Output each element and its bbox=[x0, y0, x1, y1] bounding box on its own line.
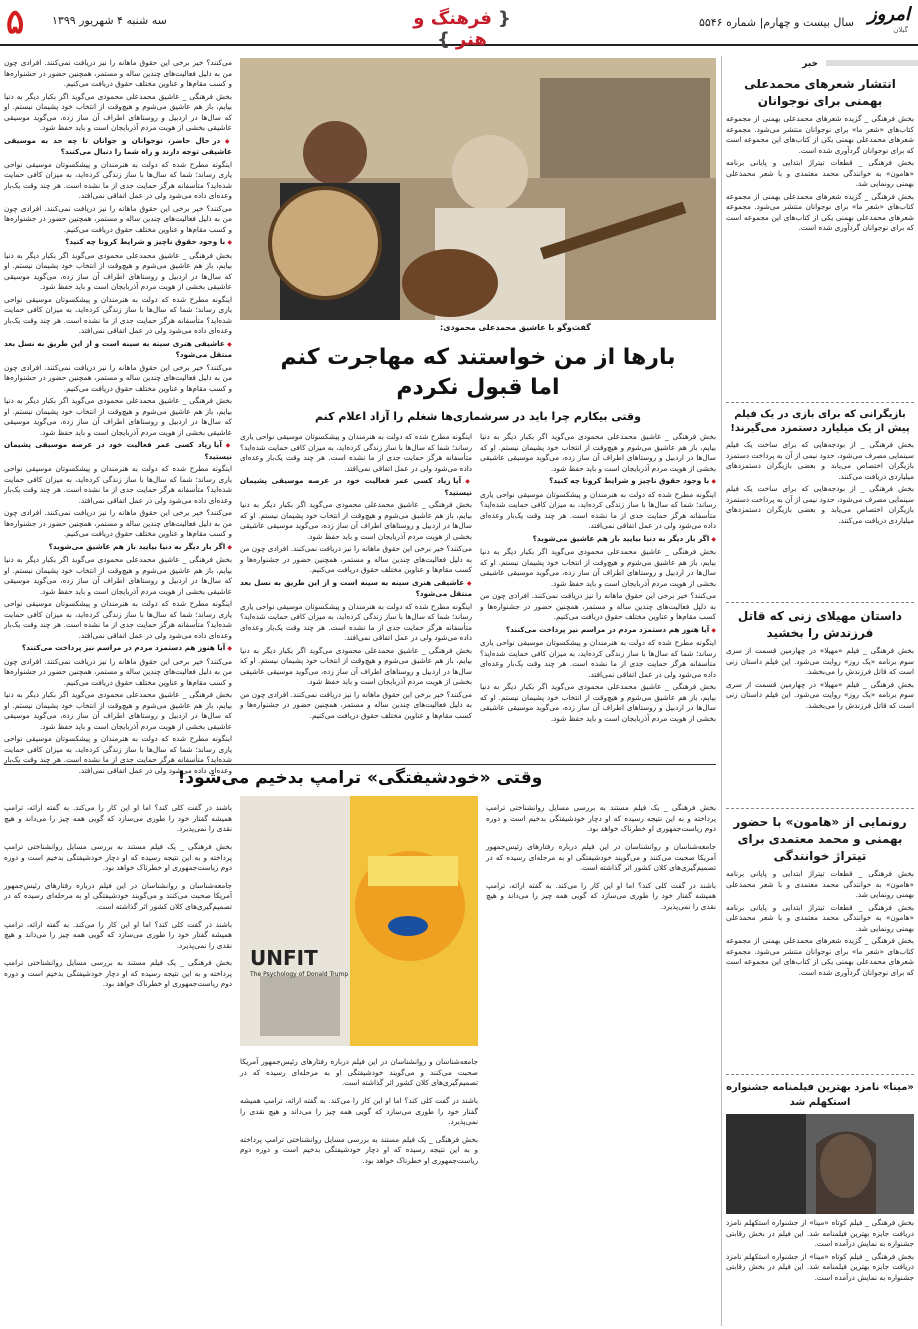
news-item-title: بازیگرانی که برای بازی در یک فیلم پیش از یک میلیارد دستمزد می‌گیرند! bbox=[730, 409, 910, 434]
news-item[interactable] bbox=[726, 76, 914, 396]
news-item-paragraph: بخش فرهنگی _ گزیده شعرهای محمدعلی بهمنی از مجموعه کتاب‌های «شعر ما» برای نوجوانان منتشر می‌شود. مجموعه شعرهای محمدعلی بهمنی یکی از کتاب‌های این مجموعه است که برای نوجوانان گردآوری شده است. bbox=[726, 936, 914, 977]
article-paragraph: بخش فرهنگی _ عاشیق محمدعلی محمودی می‌گوید اگر بکبار دیگر به دنیا بیایم، باز هم عاشیق می‌شوم و هیچ‌وقت از انتخاب خود پشیمان نیستم. او که سال‌ها در اردبیل و روستاهای اطراف آن ساز زده، می‌گوید موسیقی عاشیقی بخشی از هویت مردم آذربایجان است و باید حفظ شود. bbox=[4, 91, 232, 132]
article-paragraph: بخش فرهنگی _ عاشیق محمدعلی محمودی می‌گوید اگر بکبار دیگر به دنیا بیایم، باز هم عاشیق می‌شوم و هیچ‌وقت از انتخاب خود پشیمان نیستم. او که سال‌ها در اردبیل و روستاهای اطراف آن ساز زده، می‌گوید موسیقی عاشیقی بخشی از هویت مردم آذربایجان است و باید حفظ شود. bbox=[240, 645, 472, 686]
article-paragraph: اینگونه مطرح شده که دولت به هنرمندان و پیشکسوتان موسیقی نواحی یاری رساند؛ شما که سال‌ها با ساز زندگی کرده‌اید، به میزان کافی حمایت شده‌اید؟ متأسفانه هرگز حمایت جدی از ما نشده است. هر چند وقت یک‌بار وعده‌ای داده می‌شود ولی در عمل اتفاقی نمی‌افتد. bbox=[4, 734, 232, 775]
footer-column-1 bbox=[486, 796, 716, 1324]
news-item[interactable] bbox=[726, 408, 914, 598]
article-paragraph: اینگونه مطرح شده که دولت به هنرمندان و پیشکسوتان موسیقی نواحی یاری رساند؛ شما که سال‌ها با ساز زندگی کرده‌اید، به میزان کافی حمایت شده‌اید؟ متأسفانه هرگز حمایت جدی از ما نشده است. هر چند وقت یک‌بار وعده‌ای داده می‌شود ولی در عمل اتفاقی نمی‌افتد. bbox=[240, 432, 472, 473]
news-item-paragraph: بخش فرهنگی _ فیلم «مهیلا» در چهارمین قسمت از سری سوم برنامه «یک روز» روایت می‌شود. این فیلم داستان زنی است که قاتل فرزندش را می‌بخشد. bbox=[726, 679, 914, 710]
news-item-body bbox=[726, 646, 914, 806]
news-item-paragraph: بخش فرهنگی _ فیلم «مهیلا» در چهارمین قسمت از سری سوم برنامه «یک روز» روایت می‌شود. این فیلم داستان زنی است که قاتل فرزندش را می‌بخشد. bbox=[726, 646, 914, 676]
trump-caricature-icon bbox=[240, 796, 478, 1046]
main-headline-line2: اما قبول نکردم bbox=[396, 375, 560, 400]
main-subhead: وقتی بیکارم چرا باید در سرشماری‌ها شغلم را آزاد اعلام کنم bbox=[315, 410, 641, 423]
footer-divider bbox=[4, 764, 716, 765]
article-paragraph: بخش فرهنگی _ عاشیق محمدعلی محمودی می‌گوید اگر بکبار دیگر به دنیا بیایم، باز هم عاشیق می‌شوم و هیچ‌وقت از انتخاب خود پشیمان نیستم. او که سال‌ها در اردبیل و روستاهای اطراف آن ساز زده، می‌گوید موسیقی عاشیقی بخشی از هویت مردم آذربایجان است و باید حفظ شود. bbox=[480, 432, 716, 473]
article-paragraph: می‌کنند؟ خیر برخی این حقوق ماهانه را نیز دریافت نمی‌کنند. افرادی چون من به دلیل فعالیت‌های چندین ساله و مستمر، همچنین حضور در جشنواره‌ها و کسب مقام‌ها و عناوین مختلف حقوق دریافت می‌کنیم. bbox=[4, 58, 232, 88]
woman-in-car-image-icon bbox=[726, 1114, 914, 1214]
article-paragraph: بخش فرهنگی _ عاشیق محمدعلی محمودی می‌گوید اگر بکبار دیگر به دنیا بیایم، باز هم عاشیق می‌شوم و هیچ‌وقت از انتخاب خود پشیمان نیستم. او که سال‌ها در اردبیل و روستاهای اطراف آن ساز زده، می‌گوید موسیقی عاشیقی بخشی از هویت مردم آذربایجان است و باید حفظ شود. bbox=[240, 500, 472, 541]
section-title: { فرهنگ و هنر } bbox=[392, 8, 532, 50]
footer-headline: وقتی «خودشیفتگی» ترامپ بدخیم می‌شود! bbox=[177, 768, 543, 788]
article-column-2 bbox=[240, 432, 472, 757]
article-paragraph: اینگونه مطرح شده که دولت به هنرمندان و پیشکسوتان موسیقی نواحی یاری رساند؛ شما که سال‌ها با ساز زندگی کرده‌اید، به میزان کافی حمایت شده‌اید؟ متأسفانه هرگز حمایت جدی از ما نشده است. هر چند وقت یک‌بار وعده‌ای داده می‌شود ولی در عمل اتفاقی نمی‌افتد. bbox=[4, 599, 232, 640]
article-paragraph: اینگونه مطرح شده که دولت به هنرمندان و پیشکسوتان موسیقی نواحی یاری رساند؛ شما که سال‌ها با ساز زندگی کرده‌اید، به میزان کافی حمایت شده‌اید؟ متأسفانه هرگز حمایت جدی از ما نشده است. هر چند وقت یک‌بار وعده‌ای داده می‌شود ولی در عمل اتفاقی نمی‌افتد. bbox=[480, 489, 716, 530]
unfit-poster bbox=[240, 796, 478, 1046]
sidebar-label: خبر bbox=[802, 59, 818, 69]
news-item-title: رونمایی از «هامون» با حضور بهمنی و محمد معتمدی برای تیتراژ خوانندگی bbox=[733, 815, 907, 863]
footer-paragraph: باشند در گفت کلی کند؟ اما او این کار را می‌کند. به گفته ارائه، ترامپ همیشه گفتار خود را طوری می‌سازد که گویی همه چیز را می‌داند و هیچ نقدی را نمی‌پذیرد. bbox=[4, 919, 232, 950]
news-item-body bbox=[726, 440, 914, 595]
interview-photo bbox=[240, 58, 716, 320]
article-paragraph: اینگونه مطرح شده که دولت به هنرمندان و پیشکسوتان موسیقی نواحی یاری رساند؛ شما که سال‌ها با ساز زندگی کرده‌اید، به میزان کافی حمایت شده‌اید؟ متأسفانه هرگز حمایت جدی از ما نشده است. هر چند وقت یک‌بار وعده‌ای داده می‌شود ولی در عمل اتفاقی نمی‌افتد. bbox=[4, 159, 232, 200]
mina-film-photo bbox=[726, 1114, 914, 1214]
question-heading: ◆ با وجود حقوق ناچیز و شرایط کرونا چه کنید؟ bbox=[4, 237, 232, 249]
news-item-title: «مینا» نامزد بهترین فیلمنامه جشنواره استکهلم شد bbox=[726, 1082, 914, 1108]
musicians-image-icon bbox=[240, 58, 716, 320]
news-item-body bbox=[726, 869, 914, 1084]
question-heading: ◆ عاشیقی هنری سینه به سینه است و از این طریق به نسل بعد منتقل می‌شود؟ bbox=[4, 339, 232, 361]
article-paragraph: بخش فرهنگی _ عاشیق محمدعلی محمودی می‌گوید اگر بکبار دیگر به دنیا بیایم، باز هم عاشیق می‌شوم و هیچ‌وقت از انتخاب خود پشیمان نیستم. او که سال‌ها در اردبیل و روستاهای اطراف آن ساز زده، می‌گوید موسیقی عاشیقی بخشی از هویت مردم آذربایجان است و باید حفظ شود. bbox=[4, 690, 232, 731]
photo-caption: گفت‌وگو با عاشیق محمدعلی محمودی: bbox=[440, 323, 591, 332]
news-item-paragraph: بخش فرهنگی _ گزیده شعرهای محمدعلی بهمنی از مجموعه کتاب‌های «شعر ما» برای نوجوانان منتشر می‌شود. مجموعه شعرهای محمدعلی بهمنی یکی از کتاب‌های این مجموعه است که برای نوجوانان گردآوری شده است. bbox=[726, 191, 914, 232]
news-item-paragraph: بخش فرهنگی _ فیلم کوتاه «مینا» از جشنواره استکهلم نامزد دریافت جایزه بهترین فیلمنامه شد. این فیلم در بخش رقابتی جشنواره به نمایش درآمده است. bbox=[726, 1251, 914, 1282]
footer-paragraph: جامعه‌شناسان و روانشناسان در این فیلم درباره رفتارهای رئیس‌جمهور آمریکا صحبت می‌کنند و می‌گویند خودشیفتگی او به مرحله‌ای رسیده که در تصمیم‌گیری‌های کلان کشور اثر گذاشته است. bbox=[486, 842, 716, 873]
article-paragraph: اینگونه مطرح شده که دولت به هنرمندان و پیشکسوتان موسیقی نواحی یاری رساند؛ شما که سال‌ها با ساز زندگی کرده‌اید، به میزان کافی حمایت شده‌اید؟ متأسفانه هرگز حمایت جدی از ما نشده است. هر چند وقت یک‌بار وعده‌ای داده می‌شود ولی در عمل اتفاقی نمی‌افتد. bbox=[240, 601, 472, 642]
article-paragraph: اینگونه مطرح شده که دولت به هنرمندان و پیشکسوتان موسیقی نواحی یاری رساند؛ شما که سال‌ها با ساز زندگی کرده‌اید، به میزان کافی حمایت شده‌اید؟ متأسفانه هرگز حمایت جدی از ما نشده است. هر چند وقت یک‌بار وعده‌ای داده می‌شود ولی در عمل اتفاقی نمی‌افتد. bbox=[4, 294, 232, 335]
question-heading: ◆ اگر بار دیگر به دنیا بیایید باز هم عاشیق می‌شوید؟ bbox=[480, 534, 716, 546]
news-sidebar bbox=[721, 56, 918, 1326]
question-heading: ◆ عاشیقی هنری سینه به سینه است و از این طریق به نسل بعد منتقل می‌شود؟ bbox=[240, 578, 472, 600]
article-paragraph: می‌کنند؟ خیر برخی این حقوق ماهانه را نیز دریافت نمی‌کنند. افرادی چون من به دلیل فعالیت‌های چندین ساله و مستمر، همچنین حضور در جشنواره‌ها و کسب مقام‌ها و عناوین مختلف حقوق دریافت می‌کنیم. bbox=[4, 508, 232, 538]
article-paragraph: اینگونه مطرح شده که دولت به هنرمندان و پیشکسوتان موسیقی نواحی یاری رساند؛ شما که سال‌ها با ساز زندگی کرده‌اید، به میزان کافی حمایت شده‌اید؟ متأسفانه هرگز حمایت جدی از ما نشده است. هر چند وقت یک‌بار وعده‌ای داده می‌شود ولی در عمل اتفاقی نمی‌افتد. bbox=[480, 638, 716, 679]
question-heading: ◆ اگر بار دیگر به دنیا بیایید باز هم عاشیق می‌شوید؟ bbox=[4, 542, 232, 554]
question-heading: ◆ آیا هنوز هم دستمزد مردم در مراسم نیز پرداخت می‌کنند؟ bbox=[480, 625, 716, 637]
article-paragraph: بخش فرهنگی _ عاشیق محمدعلی محمودی می‌گوید اگر بکبار دیگر به دنیا بیایم، باز هم عاشیق می‌شوم و هیچ‌وقت از انتخاب خود پشیمان نیستم. او که سال‌ها در اردبیل و روستاهای اطراف آن ساز زده، می‌گوید موسیقی عاشیقی بخشی از هویت مردم آذربایجان است و باید حفظ شود. bbox=[4, 555, 232, 596]
article-paragraph: می‌کنند؟ خیر برخی این حقوق ماهانه را نیز دریافت نمی‌کنند. افرادی چون من به دلیل فعالیت‌های چندین ساله و مستمر، همچنین حضور در جشنواره‌ها و کسب مقام‌ها و عناوین مختلف حقوق دریافت می‌کنیم. bbox=[480, 591, 716, 621]
news-item-title: انتشار شعرهای محمدعلی بهمنی برای نوجوانان bbox=[744, 77, 896, 108]
question-heading: ◆ آیا هنوز هم دستمزد مردم در مراسم نیز پرداخت می‌کنند؟ bbox=[4, 643, 232, 655]
news-item-body bbox=[726, 1218, 914, 1318]
issue-info: سال بیست و چهارم| شماره ۵۵۴۶ bbox=[698, 16, 854, 29]
news-item[interactable] bbox=[726, 1080, 914, 1324]
footer-column-2 bbox=[240, 1050, 478, 1324]
footer-paragraph: بخش فرهنگی _ یک فیلم مستند به بررسی مسایل روانشناختی ترامپ پرداخته و به این نتیجه رسیده که او دچار خودشیفتگی بدخیم است و دوره دوم ریاست‌جمهوری او خطرناک خواهد بود. bbox=[486, 803, 716, 834]
footer-paragraph: جامعه‌شناسان و روانشناسان در این فیلم درباره رفتارهای رئیس‌جمهور آمریکا صحبت می‌کنند و می‌گویند خودشیفتگی او به مرحله‌ای رسیده که در تصمیم‌گیری‌های کلان کشور اثر گذاشته است. bbox=[4, 880, 232, 911]
footer-paragraph: باشند در گفت کلی کند؟ اما او این کار را می‌کند. به گفته ارائه، ترامپ همیشه گفتار خود را طوری می‌سازد که گویی همه چیز را می‌داند و هیچ نقدی را نمی‌پذیرد. bbox=[4, 803, 232, 834]
article-paragraph: می‌کنند؟ خیر برخی این حقوق ماهانه را نیز دریافت نمی‌کنند. افرادی چون من به دلیل فعالیت‌های چندین ساله و مستمر، همچنین حضور در جشنواره‌ها و کسب مقام‌ها و عناوین مختلف حقوق دریافت می‌کنیم. bbox=[4, 203, 232, 234]
footer-paragraph: جامعه‌شناسان و روانشناسان در این فیلم درباره رفتارهای رئیس‌جمهور آمریکا صحبت می‌کنند و می‌گویند خودشیفتگی او به مرحله‌ای رسیده که در تصمیم‌گیری‌های کلان کشور اثر گذاشته است. bbox=[240, 1057, 478, 1088]
article-column-3 bbox=[4, 58, 232, 775]
footer-paragraph: بخش فرهنگی _ یک فیلم مستند به بررسی مسایل روانشناختی ترامپ پرداخته و به این نتیجه رسیده که او دچار خودشیفتگی بدخیم است و دوره دوم ریاست‌جمهوری او خطرناک خواهد بود. bbox=[4, 958, 232, 989]
question-heading: ◆ آیا زیاد کسی عمر فعالیت خود در عرصه موسیقی پشیمان نیستید؟ bbox=[4, 440, 232, 462]
news-item-body bbox=[726, 114, 914, 399]
page-header bbox=[0, 0, 918, 50]
news-item[interactable] bbox=[726, 608, 914, 808]
question-heading: ◆ با وجود حقوق ناچیز و شرایط کرونا چه کنید؟ bbox=[480, 476, 716, 488]
news-item-paragraph: بخش فرهنگی _ قطعات تیتراژ ابتدایی و پایانی برنامه «هامون» به خوانندگی محمد معتمدی و با شعر محمدعلی بهمنی رونمایی شد. bbox=[726, 869, 914, 899]
article-paragraph: می‌کنند؟ خیر برخی این حقوق ماهانه را نیز دریافت نمی‌کنند. افرادی چون من به دلیل فعالیت‌های چندین ساله و مستمر، همچنین حضور در جشنواره‌ها و کسب مقام‌ها و عناوین مختلف حقوق دریافت می‌کنیم. bbox=[4, 362, 232, 393]
news-item-paragraph: بخش فرهنگی _ از بودجه‌هایی که برای ساخت یک فیلم سینمایی مصرف می‌شود، حدود نیمی از آن به پرداخت دستمزد بازیگران اختصاص می‌یابد و بعضی بازیگران دستمزدهای میلیاردی دریافت می‌کنند. bbox=[726, 440, 914, 481]
article-paragraph: می‌کنند؟ خیر برخی این حقوق ماهانه را نیز دریافت نمی‌کنند. افرادی چون من به دلیل فعالیت‌های چندین ساله و مستمر، همچنین حضور در جشنواره‌ها و کسب مقام‌ها و عناوین مختلف حقوق دریافت می‌کنیم. bbox=[4, 656, 232, 687]
article-paragraph: بخش فرهنگی _ عاشیق محمدعلی محمودی می‌گوید اگر بکبار دیگر به دنیا بیایم، باز هم عاشیق می‌شوم و هیچ‌وقت از انتخاب خود پشیمان نیستم. او که سال‌ها در اردبیل و روستاهای اطراف آن ساز زده، می‌گوید موسیقی عاشیقی بخشی از هویت مردم آذربایجان است و باید حفظ شود. bbox=[480, 682, 716, 723]
news-item-paragraph: بخش فرهنگی _ از بودجه‌هایی که برای ساخت یک فیلم سینمایی مصرف می‌شود، حدود نیمی از آن به پرداخت دستمزد بازیگران اختصاص می‌یابد و بعضی بازیگران دستمزدهای میلیاردی دریافت می‌کنند. bbox=[726, 484, 914, 525]
footer-paragraph: بخش فرهنگی _ یک فیلم مستند به بررسی مسایل روانشناختی ترامپ پرداخته و به این نتیجه رسیده که او دچار خودشیفتگی بدخیم است و دوره دوم ریاست‌جمهوری او خطرناک خواهد بود. bbox=[240, 1134, 478, 1165]
footer-paragraph: باشند در گفت کلی کند؟ اما او این کار را می‌کند. به گفته ارائه، ترامپ همیشه گفتار خود را طوری می‌سازد که گویی همه چیز را می‌داند و هیچ نقدی را نمی‌پذیرد. bbox=[486, 880, 716, 911]
news-item[interactable] bbox=[726, 814, 914, 1074]
news-item-title: داستان مهیلای زنی که قاتل فرزندش را بخشید bbox=[737, 609, 903, 640]
sidebar-label-bar bbox=[826, 60, 918, 66]
main-headline-line1: بارها از من خواستند که مهاجرت کنم bbox=[280, 345, 676, 370]
article-paragraph: می‌کنند؟ خیر برخی این حقوق ماهانه را نیز دریافت نمی‌کنند. افرادی چون من به دلیل فعالیت‌های چندین ساله و مستمر، همچنین حضور در جشنواره‌ها و کسب مقام‌ها و عناوین مختلف حقوق دریافت می‌کنیم. bbox=[240, 689, 472, 720]
question-heading: ◆ آیا زیاد کسی عمر فعالیت خود در عرصه موسیقی پشیمان نیستید؟ bbox=[240, 476, 472, 498]
news-item-paragraph: بخش فرهنگی _ فیلم کوتاه «مینا» از جشنواره استکهلم نامزد دریافت جایزه بهترین فیلمنامه شد. این فیلم در بخش رقابتی جشنواره به نمایش درآمده است. bbox=[726, 1218, 914, 1248]
article-column-1 bbox=[480, 432, 716, 757]
newspaper-logo-sub: گیلان bbox=[893, 26, 908, 34]
issue-date: سه شنبه ۴ شهریور ۱۳۹۹ bbox=[52, 14, 167, 27]
footer-column-3 bbox=[4, 796, 232, 1324]
sidebar-divider bbox=[726, 1074, 914, 1075]
news-item-paragraph: بخش فرهنگی _ گزیده شعرهای محمدعلی بهمنی از مجموعه کتاب‌های «شعر ما» برای نوجوانان منتشر می‌شود. مجموعه شعرهای محمدعلی بهمنی یکی از کتاب‌های این مجموعه است که برای نوجوانان گردآوری شده است. bbox=[726, 114, 914, 155]
news-item-paragraph: بخش فرهنگی _ قطعات تیتراژ ابتدایی و پایانی برنامه «هامون» به خوانندگی محمد معتمدی و با شعر محمدعلی بهمنی رونمایی شد. bbox=[726, 902, 914, 933]
newspaper-logo: امروز bbox=[868, 4, 910, 25]
sidebar-divider bbox=[726, 402, 914, 403]
footer-paragraph: بخش فرهنگی _ یک فیلم مستند به بررسی مسایل روانشناختی ترامپ پرداخته و به این نتیجه رسیده که او دچار خودشیفتگی بدخیم است و دوره دوم ریاست‌جمهوری او خطرناک خواهد بود. bbox=[4, 842, 232, 873]
poster-title: UNFIT bbox=[250, 946, 318, 970]
sidebar-divider bbox=[726, 808, 914, 809]
news-item-paragraph: بخش فرهنگی _ قطعات تیتراژ ابتدایی و پایانی برنامه «هامون» به خوانندگی محمد معتمدی و با شعر محمدعلی بهمنی رونمایی شد. bbox=[726, 158, 914, 188]
page-number: ۵ bbox=[6, 2, 25, 42]
poster-subtitle: The Psychology of Donald Trump bbox=[250, 971, 349, 978]
article-paragraph: بخش فرهنگی _ عاشیق محمدعلی محمودی می‌گوید اگر بکبار دیگر به دنیا بیایم، باز هم عاشیق می‌شوم و هیچ‌وقت از انتخاب خود پشیمان نیستم. او که سال‌ها در اردبیل و روستاهای اطراف آن ساز زده، می‌گوید موسیقی عاشیقی بخشی از هویت مردم آذربایجان است و باید حفظ شود. bbox=[480, 547, 716, 588]
article-paragraph: اینگونه مطرح شده که دولت به هنرمندان و پیشکسوتان موسیقی نواحی یاری رساند؛ شما که سال‌ها با ساز زندگی کرده‌اید، به میزان کافی حمایت شده‌اید؟ متأسفانه هرگز حمایت جدی از ما نشده است. هر چند وقت یک‌بار وعده‌ای داده می‌شود ولی در عمل اتفاقی نمی‌افتد. bbox=[4, 464, 232, 505]
sidebar-divider bbox=[726, 602, 914, 603]
footer-paragraph: باشند در گفت کلی کند؟ اما او این کار را می‌کند. به گفته ارائه، ترامپ همیشه گفتار خود را طوری می‌سازد که گویی همه چیز را می‌داند و هیچ نقدی را نمی‌پذیرد. bbox=[240, 1096, 478, 1127]
article-paragraph: بخش فرهنگی _ عاشیق محمدعلی محمودی می‌گوید اگر بکبار دیگر به دنیا بیایم، باز هم عاشیق می‌شوم و هیچ‌وقت از انتخاب خود پشیمان نیستم. او که سال‌ها در اردبیل و روستاهای اطراف آن ساز زده، می‌گوید موسیقی عاشیقی بخشی از هویت مردم آذربایجان است و باید حفظ شود. bbox=[4, 250, 232, 291]
question-heading: ◆ در حال حاضر، نوجوانان و جوانان تا چه حد به موسیقی عاشیقی توجه دارند و راه شما را دنبال می‌کنند؟ bbox=[4, 136, 232, 158]
article-paragraph: بخش فرهنگی _ عاشیق محمدعلی محمودی می‌گوید اگر بکبار دیگر به دنیا بیایم، باز هم عاشیق می‌شوم و هیچ‌وقت از انتخاب خود پشیمان نیستم. او که سال‌ها در اردبیل و روستاهای اطراف آن ساز زده، می‌گوید موسیقی عاشیقی بخشی از هویت مردم آذربایجان است و باید حفظ شود. bbox=[4, 396, 232, 437]
article-paragraph: می‌کنند؟ خیر برخی این حقوق ماهانه را نیز دریافت نمی‌کنند. افرادی چون من به دلیل فعالیت‌های چندین ساله و مستمر، همچنین حضور در جشنواره‌ها و کسب مقام‌ها و عناوین مختلف حقوق دریافت می‌کنیم. bbox=[240, 544, 472, 574]
